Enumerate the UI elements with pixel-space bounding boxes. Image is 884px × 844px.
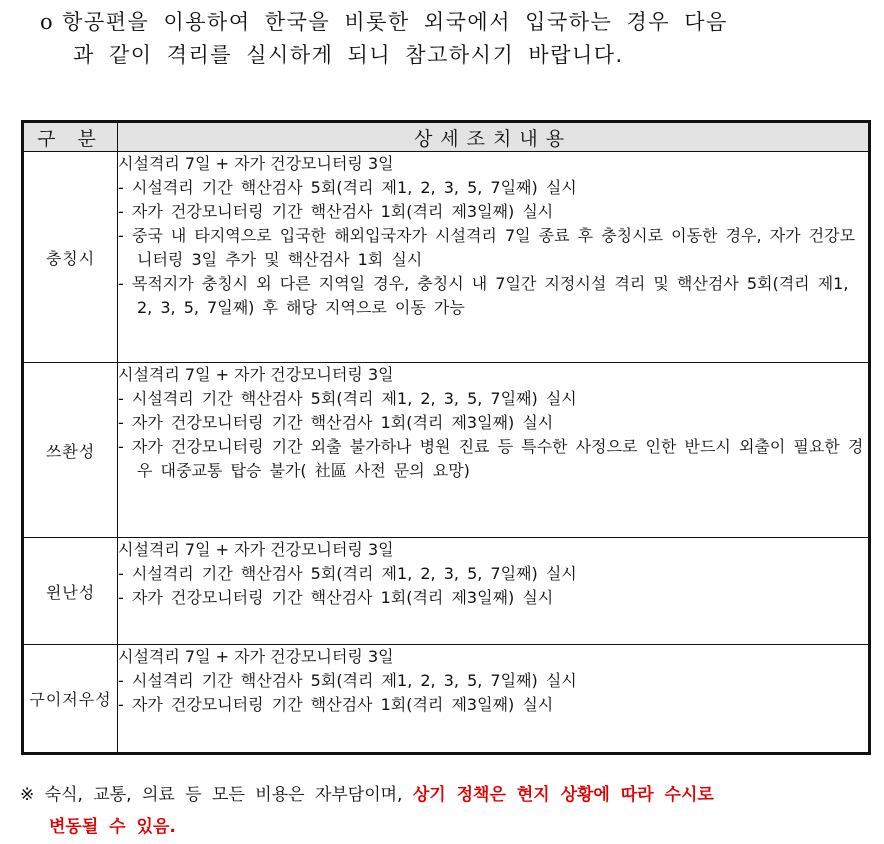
bullet-marker: o — [40, 10, 55, 34]
table-row — [23, 363, 870, 538]
detail-item: - 자가 건강모니터링 기간 핵산검사 1회(격리 제3일째) 실시 — [118, 588, 554, 607]
note-emphasis-continued: 변동될 수 있음. — [49, 817, 176, 837]
table-row — [23, 538, 870, 645]
detail-cell — [118, 538, 870, 645]
region-cell: 윈난성 — [23, 538, 118, 645]
intro-text-1: 항공편을 이용하여 한국을 비롯한 외국에서 입국하는 경우 다음 — [62, 10, 728, 34]
detail-title: 시설격리 7일 + 자가 건강모니터링 3일 — [118, 540, 394, 559]
table-header-row — [23, 122, 870, 152]
detail-item: - 시설격리 기간 핵산검사 5회(격리 제1, 2, 3, 5, 7일째) 실시 — [118, 389, 577, 408]
detail-item: - 시설격리 기간 핵산검사 5회(격리 제1, 2, 3, 5, 7일째) 실시 — [118, 564, 577, 583]
region-cell: 충칭시 — [23, 152, 118, 363]
detail-title: 시설격리 7일 + 자가 건강모니터링 3일 — [118, 154, 394, 173]
detail-item: - 중국 내 타지역으로 입국한 해외입국자가 시설격리 7일 종료 후 충칭시로 이동한 경우, 자가 건강모니터링 3일 추가 및 핵산검사 1회 실시 — [118, 226, 856, 269]
note-line-2 — [20, 811, 860, 843]
detail-cell — [118, 645, 870, 754]
note-emphasis: 상기 정책은 현지 상황에 따라 수시로 — [412, 785, 714, 805]
detail-item: - 자가 건강모니터링 기간 외출 불가하나 병원 진료 등 특수한 사정으로 인한 반드시 외출이 필요한 경우 대중교통 탑승 불가( 社區 사전 문의 요망) — [118, 437, 864, 480]
intro-paragraph — [40, 6, 860, 72]
intro-line-1 — [40, 6, 860, 39]
detail-item: - 시설격리 기간 핵산검사 5회(격리 제1, 2, 3, 5, 7일째) 실시 — [118, 671, 577, 690]
table-row — [23, 152, 870, 363]
detail-title: 시설격리 7일 + 자가 건강모니터링 3일 — [118, 365, 394, 384]
note-line-1 — [20, 779, 860, 811]
detail-cell — [118, 363, 870, 538]
detail-item: - 목적지가 충칭시 외 다른 지역일 경우, 충칭시 내 7일간 지정시설 격리 및 핵산검사 5회(격리 제1, 2, 3, 5, 7일째) 후 해당 지역으로 이동 가능 — [118, 274, 849, 317]
detail-item: - 시설격리 기간 핵산검사 5회(격리 제1, 2, 3, 5, 7일째) 실시 — [118, 178, 577, 197]
detail-title: 시설격리 7일 + 자가 건강모니터링 3일 — [118, 647, 394, 666]
intro-line-2: 과 같이 격리를 실시하게 되니 참고하시기 바랍니다. — [73, 43, 624, 67]
note-text: ※ 숙식, 교통, 의료 등 모든 비용은 자부담이며, — [20, 785, 413, 805]
detail-cell — [118, 152, 870, 363]
table-row — [23, 645, 870, 754]
detail-item: - 자가 건강모니터링 기간 핵산검사 1회(격리 제3일째) 실시 — [118, 695, 554, 714]
cost-note — [20, 779, 860, 843]
detail-item: - 자가 건강모니터링 기간 핵산검사 1회(격리 제3일째) 실시 — [118, 413, 554, 432]
header-category: 구 분 — [23, 122, 118, 152]
region-cell: 쓰촨성 — [23, 363, 118, 538]
quarantine-table — [21, 120, 871, 755]
region-cell: 구이저우성 — [23, 645, 118, 754]
header-details: 상세조치내용 — [118, 122, 870, 152]
detail-item: - 자가 건강모니터링 기간 핵산검사 1회(격리 제3일째) 실시 — [118, 202, 554, 221]
